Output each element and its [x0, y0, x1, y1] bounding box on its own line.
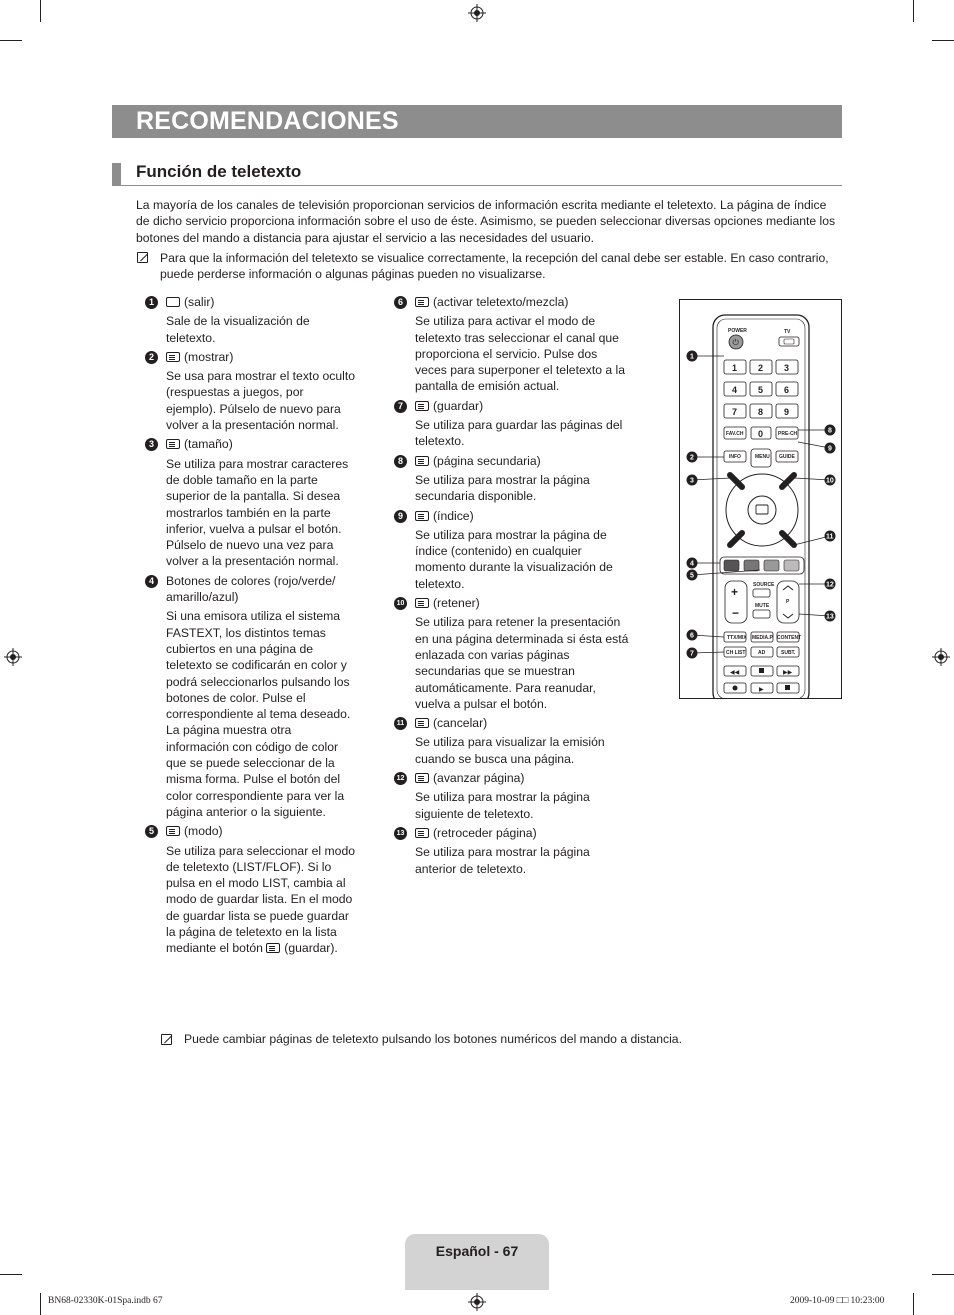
crop-mark	[913, 1293, 914, 1315]
item-number: 10	[394, 597, 407, 610]
digit-key: 4	[732, 385, 738, 395]
item-description: Se utiliza para mostrar la página secundaria disponible.	[415, 472, 590, 504]
item-description: Si una emisora utiliza el sistema FASTEXT, los distintos temas cubiertos en una página de teletexto se codificarán en color y podrá seleccionarlos pulsando los botones de color. Pulse el correspondiente al tema deseado. La página muestra otra información con código de color que se puede seleccionar de la misma forma. Pulse el botón del color correspondiente para ver la página anterior o la siguiente.	[166, 609, 351, 819]
guide-label: GUIDE	[779, 454, 795, 460]
registration-mark-icon	[932, 648, 950, 666]
item-heading: (avanzar página)	[433, 771, 525, 786]
intro-paragraph: La mayoría de los canales de televisión proporcionan servicios de información escrita mediante el teletexto. La página de índice de dicho servicio proporciona información sobre el uso de éste. Asimismo, se pueden seleccionar diversas opciones mediante los botones del mando a distancia para ajustar el servicio a las necesidades del usuario.	[136, 198, 836, 245]
item-description: Se utiliza para guardar las páginas del teletexto.	[415, 418, 623, 449]
item-description: Se utiliza para mostrar la página de índice (contenido) en cualquier momento durante la visualización de teletexto.	[415, 527, 613, 591]
callout-number: 11	[826, 533, 834, 541]
list-item	[394, 453, 630, 505]
item-number: 1	[145, 296, 158, 309]
subt-label: SUBT.	[781, 650, 796, 656]
item-heading: (retener)	[433, 596, 480, 611]
item-number: 2	[145, 351, 158, 364]
note-icon	[137, 252, 148, 263]
callout-number: 5	[690, 572, 694, 580]
index-button-icon	[415, 511, 429, 521]
content-label: CONTENT	[777, 635, 802, 641]
color-button	[764, 560, 779, 571]
favch-label: FAV.CH	[726, 431, 744, 437]
crop-mark	[913, 0, 914, 22]
list-item	[145, 349, 357, 433]
callout-number: 7	[690, 650, 694, 658]
remote-illustration-frame	[679, 299, 842, 699]
item-heading: Botones de colores (rojo/verde/ amarillo/azul)	[166, 573, 336, 605]
svg-text:⏻: ⏻	[732, 338, 739, 347]
item-number: 12	[394, 772, 407, 785]
callout-number: 9	[828, 445, 832, 453]
section-title: Función de teletexto	[136, 162, 302, 181]
item-description: Se utiliza para mostrar caracteres de doble tamaño en la parte superior de la pantalla. Si desea mostrarlos también en la parte inferior, vuelva a pulsar el botón. Púlselo de nuevo una vez para volver a la presentación normal.	[166, 456, 349, 569]
digit-key: 2	[758, 363, 764, 373]
media-label: MEDIA.P	[752, 635, 773, 641]
page-number: Español - 67	[435, 1243, 519, 1259]
sub-page-button-icon	[415, 456, 429, 466]
callout-number: 12	[826, 581, 834, 589]
item-number: 8	[394, 455, 407, 468]
store-button-icon	[415, 401, 429, 411]
list-item	[145, 436, 357, 569]
item-description: Se utiliza para visualizar la emisión cuando se busca una página.	[415, 735, 605, 766]
source-label: SOURCE	[753, 582, 775, 588]
mute-label: MUTE	[755, 603, 770, 609]
callout-number: 1	[690, 353, 694, 361]
item-description: Se utiliza para retener la presentación en una página determinada si ésta está enlazada con varias páginas secundarias que se muestran automáticamente. Para reanudar, vuelva a pulsar el botón.	[415, 615, 629, 711]
page-title-bar	[112, 105, 842, 138]
item-description-tail: (guardar).	[284, 941, 338, 956]
color-button	[744, 560, 759, 571]
note-top: Para que la información del teletexto se visualice correctamente, la recepción del canal debe ser estable. En caso contrario, puede perderse información o algunas páginas pueden no visualizarse.	[160, 251, 829, 282]
crop-mark	[0, 40, 22, 41]
item-heading: (tamaño)	[184, 437, 233, 452]
crop-mark	[932, 40, 954, 41]
item-number: 13	[394, 827, 407, 840]
callout-number: 4	[690, 560, 694, 568]
digit-key: 3	[784, 363, 790, 373]
callout-number: 13	[826, 613, 834, 621]
callout-number: 2	[690, 454, 694, 462]
channel-label: P	[786, 599, 790, 605]
digit-key: 5	[758, 385, 764, 395]
item-heading: (página secundaria)	[433, 453, 541, 468]
item-description: Se utiliza para mostrar la página siguiente de teletexto.	[415, 790, 590, 821]
list-item	[394, 715, 630, 767]
note-bottom: Puede cambiar páginas de teletexto pulsando los botones numéricos del mando a distancia.	[184, 1032, 682, 1046]
hold-button-icon	[415, 598, 429, 608]
mode-button-icon	[166, 826, 180, 836]
crop-mark	[40, 1293, 41, 1315]
item-heading: (guardar)	[433, 398, 484, 413]
section-divider	[112, 185, 842, 186]
page-up-button-icon	[415, 773, 429, 783]
print-info-left: BN68-02330K-01Spa.indb 67	[48, 1296, 163, 1306]
item-heading: (salir)	[184, 295, 215, 309]
item-number: 9	[394, 510, 407, 523]
list-item	[394, 508, 630, 592]
list-item	[145, 294, 357, 346]
item-heading: (índice)	[433, 508, 474, 523]
svg-text:▶: ▶	[759, 687, 764, 693]
digit-key: 1	[732, 363, 738, 373]
item-number: 3	[145, 438, 158, 451]
digit-key: 9	[784, 407, 790, 417]
item-description: Se utiliza para activar el modo de teletexto tras seleccionar el canal que proporciona el servicio. Pulse dos veces para superponer el teletexto a la pantalla de emisión actual.	[415, 314, 626, 394]
list-item	[145, 823, 357, 956]
digit-key: 8	[758, 407, 764, 417]
item-number: 4	[145, 575, 158, 588]
items-right-column	[394, 294, 630, 880]
registration-mark-icon	[468, 1293, 486, 1311]
menu-label: MENU	[755, 454, 770, 460]
svg-text:−: −	[732, 606, 740, 620]
chlist-label: CH LIST	[726, 650, 746, 656]
info-label: INFO	[729, 454, 741, 460]
callout-number: 8	[828, 427, 832, 435]
power-label: POWER	[728, 328, 747, 334]
item-description: Sale de la visualización de teletexto.	[166, 314, 310, 345]
color-button	[784, 560, 799, 571]
svg-text:◀◀: ◀◀	[730, 670, 740, 676]
list-item	[394, 294, 630, 395]
list-item	[394, 595, 630, 712]
section-marker	[112, 163, 121, 185]
item-description: Se utiliza para seleccionar el modo de teletexto (LIST/FLOF). Si lo pulsa en el modo LIST, cambia al modo de guardar lista. En el modo de guardar lista se puede guardar la página de teletexto en la lista mediante el botón	[166, 843, 356, 956]
item-description: Se usa para mostrar el texto oculto (respuestas a juegos, por ejemplo). Púlselo de nuevo para volver a la presentación normal.	[166, 369, 356, 433]
list-item	[145, 573, 357, 820]
store-button-icon	[266, 943, 280, 953]
registration-mark-icon	[468, 4, 486, 22]
remote-control-icon	[680, 300, 841, 698]
tv-label: TV	[784, 329, 791, 335]
item-number: 6	[394, 296, 407, 309]
items-left-column	[145, 294, 357, 960]
print-info-right: 2009-10-09 □□ 10:23:00	[790, 1296, 885, 1306]
page-down-button-icon	[415, 828, 429, 838]
list-item	[394, 398, 630, 450]
page-footer-tab	[405, 1234, 549, 1290]
prech-label: PRE-CH	[778, 431, 798, 437]
page-title: RECOMENDACIONES	[136, 107, 399, 135]
list-item	[394, 825, 630, 877]
item-description: Se utiliza para mostrar la página anterior de teletexto.	[415, 845, 590, 876]
item-number: 11	[394, 717, 407, 730]
callout-number: 10	[826, 477, 834, 485]
crop-mark	[0, 1274, 22, 1275]
item-heading: (mostrar)	[184, 349, 234, 364]
ttx-label: TTX/MIX	[727, 635, 747, 641]
crop-mark	[932, 1274, 954, 1275]
item-heading: (retroceder página)	[433, 825, 537, 840]
exit-button-icon	[166, 297, 180, 307]
color-button	[724, 560, 739, 571]
reveal-button-icon	[166, 352, 180, 362]
callout-number: 3	[690, 477, 694, 485]
svg-text:▶▶: ▶▶	[783, 670, 793, 676]
item-heading: (activar teletexto/mezcla)	[433, 295, 569, 309]
digit-key: 7	[732, 407, 738, 417]
crop-mark	[40, 0, 41, 22]
ttx-mix-button-icon	[415, 297, 429, 307]
item-number: 5	[145, 825, 158, 838]
svg-text:+: +	[731, 585, 739, 599]
cancel-button-icon	[415, 718, 429, 728]
callout-number: 6	[690, 632, 694, 640]
item-heading: (modo)	[184, 824, 223, 839]
digit-key: 6	[784, 385, 790, 395]
item-number: 7	[394, 400, 407, 413]
ad-label: AD	[758, 650, 766, 656]
digit-key: 0	[758, 429, 764, 439]
note-icon	[161, 1034, 172, 1045]
registration-mark-icon	[4, 648, 22, 666]
list-item	[394, 770, 630, 822]
size-button-icon	[166, 439, 180, 449]
item-heading: (cancelar)	[433, 716, 488, 731]
